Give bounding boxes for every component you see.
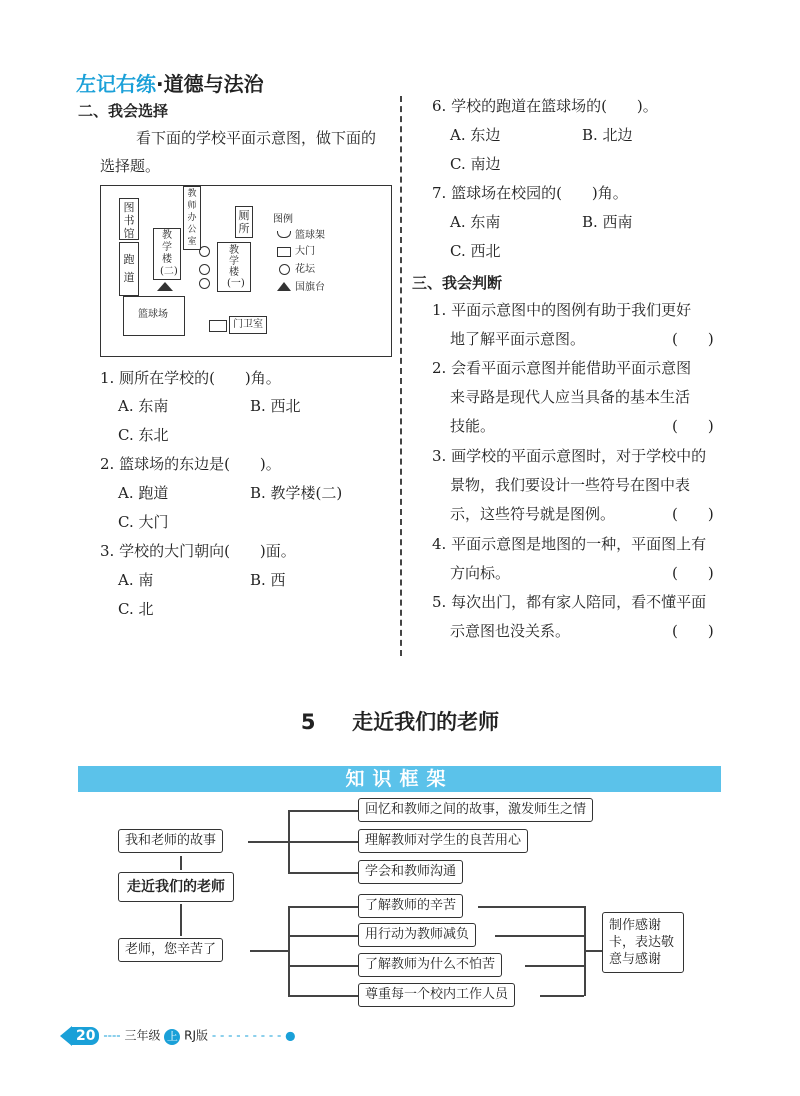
page-footer <box>60 1026 296 1046</box>
legend-gate: 大门 <box>295 246 315 257</box>
connector <box>288 965 358 967</box>
judge-5-line-1: 5. 每次出门，都有家人陪同，看不懂平面 <box>432 593 707 611</box>
gate-icon <box>209 320 227 332</box>
leaf-why-not-afraid: 了解教师为什么不怕苦 <box>358 953 502 977</box>
question-1: 1. 厕所在学校的( )角。 <box>100 369 281 387</box>
flagpole-icon <box>157 282 173 291</box>
flower-bed-icon <box>199 278 210 289</box>
chapter-number: 5 <box>300 710 316 734</box>
question-6: 6. 学校的跑道在篮球场的( )。 <box>432 97 658 115</box>
connector <box>288 810 358 812</box>
leaf-communicate: 学会和教师沟通 <box>358 860 463 884</box>
judge-1-line-2: 地了解平面示意图。 <box>450 330 586 348</box>
q3-option-b: B. 西 <box>250 571 286 589</box>
school-map <box>100 185 392 357</box>
judge-3-bracket[interactable]: ( ) <box>672 505 714 523</box>
connector <box>288 841 358 843</box>
q6-option-a: A. 东边 <box>450 126 501 144</box>
flower-bed-icon <box>199 246 210 257</box>
chapter-title <box>0 706 800 736</box>
building-1-box: 教学楼(一) <box>217 242 251 292</box>
connector <box>478 906 584 908</box>
branch-thank-teacher: 老师，您辛苦了 <box>118 938 223 962</box>
framework-banner-text: 知识框架 <box>345 768 454 790</box>
footer-dots: - - - - - - - - - ● <box>211 1028 296 1043</box>
chapter-name: 走近我们的老师 <box>352 710 500 734</box>
connector <box>248 841 288 843</box>
legend-hoop: 篮球架 <box>295 230 325 241</box>
toilet-box: 厕所 <box>235 206 253 238</box>
q6-option-c: C. 南边 <box>450 155 501 173</box>
flower-bed-icon <box>279 264 290 275</box>
section-title-judge: 三、我会判断 <box>412 274 503 292</box>
judge-4-line-2: 方向标。 <box>450 564 511 582</box>
framework-banner <box>78 766 721 792</box>
q7-option-c: C. 西北 <box>450 242 501 260</box>
connector <box>288 906 290 996</box>
connector <box>584 950 602 952</box>
page-number: 20 <box>72 1027 99 1045</box>
brand-name: 左记右练 <box>76 72 156 96</box>
connector <box>180 904 182 936</box>
leaf-reduce-burden: 用行动为教师减负 <box>358 923 476 947</box>
office-box: 教师办公室 <box>183 186 201 250</box>
question-3: 3. 学校的大门朝向( )面。 <box>100 542 296 560</box>
q1-option-c: C. 东北 <box>118 426 169 444</box>
running-header <box>76 68 264 97</box>
judge-1-bracket[interactable]: ( ) <box>672 330 714 348</box>
judge-5-line-2: 示意图也没关系。 <box>450 622 571 640</box>
intro-line-2: 选择题。 <box>100 157 161 175</box>
section-title-choice: 二、我会选择 <box>78 102 169 120</box>
footer-term: 上 <box>164 1029 180 1045</box>
connector <box>525 965 584 967</box>
q2-option-a: A. 跑道 <box>118 484 169 502</box>
legend-title: 图例 <box>273 214 293 225</box>
column-divider <box>400 96 402 656</box>
connector <box>288 872 358 874</box>
hoop-icon <box>277 231 291 238</box>
question-2: 2. 篮球场的东边是( )。 <box>100 455 281 473</box>
connector <box>288 995 358 997</box>
q3-option-c: C. 北 <box>118 600 154 618</box>
header-dot: · <box>156 72 164 96</box>
footer-edition: RJ版 <box>184 1028 209 1043</box>
branch-my-teacher-story: 我和老师的故事 <box>118 829 223 853</box>
q2-option-b: B. 教学楼(二) <box>250 484 343 502</box>
leaf-respect-staff: 尊重每一个校内工作人员 <box>358 983 515 1007</box>
flower-bed-icon <box>199 264 210 275</box>
judge-3-line-1: 3. 画学校的平面示意图时，对于学校中的 <box>432 447 707 465</box>
connector <box>250 950 288 952</box>
leaf-teacher-hardship: 了解教师的辛苦 <box>358 894 463 918</box>
q2-option-c: C. 大门 <box>118 513 169 531</box>
connector <box>288 935 358 937</box>
q3-option-a: A. 南 <box>118 571 154 589</box>
connector <box>495 935 584 937</box>
judge-2-line-3: 技能。 <box>450 417 496 435</box>
root-node: 走近我们的老师 <box>118 872 234 902</box>
judge-4-line-1: 4. 平面示意图是地图的一种，平面图上有 <box>432 535 707 553</box>
result-thank-card: 制作感谢卡，表达敬意与感谢 <box>602 912 684 973</box>
q1-option-a: A. 东南 <box>118 397 169 415</box>
basketball-court-box: 篮球场 <box>123 296 185 336</box>
judge-4-bracket[interactable]: ( ) <box>672 564 714 582</box>
q7-option-a: A. 东南 <box>450 213 501 231</box>
connector <box>180 856 182 870</box>
connector <box>288 906 358 908</box>
judge-3-line-3: 示，这些符号就是图例。 <box>450 505 616 523</box>
library-box: 图书馆 <box>119 198 139 240</box>
connector <box>540 995 584 997</box>
judge-2-bracket[interactable]: ( ) <box>672 417 714 435</box>
footer-grade: 三年级 <box>124 1028 161 1043</box>
track-box: 跑道 <box>119 242 139 296</box>
legend-flowerbed: 花坛 <box>295 264 315 275</box>
judge-5-bracket[interactable]: ( ) <box>672 622 714 640</box>
question-7: 7. 篮球场在校园的( )角。 <box>432 184 628 202</box>
flagpole-icon <box>277 282 291 291</box>
judge-2-line-1: 2. 会看平面示意图并能借助平面示意图 <box>432 359 692 377</box>
building-2-box: 教学楼(二) <box>153 228 181 280</box>
q6-option-b: B. 北边 <box>582 126 633 144</box>
q1-option-b: B. 西北 <box>250 397 301 415</box>
guard-room-box: 门卫室 <box>229 316 267 334</box>
footer-dash: ---- <box>103 1028 121 1043</box>
judge-1-line-1: 1. 平面示意图中的图例有助于我们更好 <box>432 301 692 319</box>
intro-line-1: 看下面的学校平面示意图，做下面的 <box>136 129 377 147</box>
judge-2-line-2: 来寻路是现代人应当具备的基本生活 <box>450 388 691 406</box>
leaf-understand-care: 理解教师对学生的良苦用心 <box>358 829 528 853</box>
page-arrow-icon <box>60 1026 72 1046</box>
judge-3-line-2: 景物，我们要设计一些符号在图中表 <box>450 476 691 494</box>
subject-name: 道德与法治 <box>163 72 264 96</box>
legend-flag: 国旗台 <box>295 282 325 293</box>
q7-option-b: B. 西南 <box>582 213 633 231</box>
gate-icon <box>277 247 291 257</box>
leaf-recall-stories: 回忆和教师之间的故事，激发师生之情 <box>358 798 593 822</box>
